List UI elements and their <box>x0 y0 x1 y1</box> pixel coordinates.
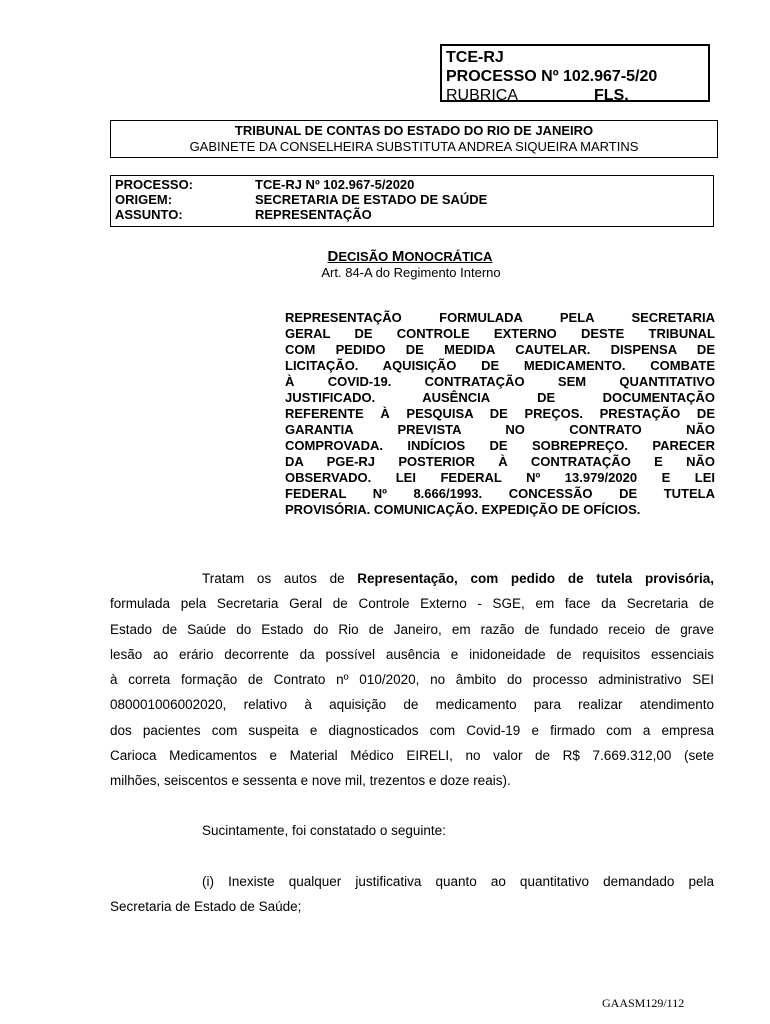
paragraph-1-line: 080001006002020, relativo à aquisição de medicamento para realizar atendimento <box>110 697 714 713</box>
decision-subtitle: Art. 84-A do Regimento Interno <box>321 265 501 280</box>
ementa-line: À COVID-19. CONTRATAÇÃO SEM QUANTITATIVO <box>285 374 715 389</box>
origin-label: ORIGEM: <box>115 192 173 207</box>
ementa-line: PROVISÓRIA. COMUNICAÇÃO. EXPEDIÇÃO DE OFÍCIOS. <box>285 502 641 517</box>
paragraph-1-line: milhões, seiscentos e sessenta e nove mil, trezentos e doze reais). <box>110 773 511 789</box>
stamp-rubrica: RUBRICA <box>446 87 519 104</box>
subject-row <box>115 207 713 222</box>
ementa-line: COMPROVADA. INDÍCIOS DE SOBREPREÇO. PARECER <box>285 438 715 453</box>
office-name: GABINETE DA CONSELHEIRA SUBSTITUTA ANDREA SIQUEIRA MARTINS <box>189 139 639 154</box>
ementa-line: DA PGE-RJ POSTERIOR À CONTRATAÇÃO E NÃO <box>285 454 715 469</box>
ementa-line: OBSERVADO. LEI FEDERAL Nº 13.979/2020 E LEI <box>285 470 715 485</box>
origin-row <box>115 192 713 207</box>
paragraph-1-bold: Representação, com pedido de tutela provisória, <box>357 571 714 586</box>
ementa-line: GARANTIA PREVISTA NO CONTRATO NÃO <box>285 422 715 437</box>
ementa-summary <box>285 310 715 518</box>
paragraph-3 <box>110 869 714 920</box>
paragraph-2 <box>110 818 714 843</box>
paragraph-1-lead: Tratam os autos de <box>202 571 358 586</box>
ementa-line: FEDERAL Nº 8.666/1993. CONCESSÃO DE TUTELA <box>285 486 715 501</box>
stamp-fls: FLS. <box>594 87 629 104</box>
stamp-rubrica-line <box>446 86 708 105</box>
paragraph-1 <box>110 566 714 794</box>
court-name: TRIBUNAL DE CONTAS DO ESTADO DO RIO DE JANEIRO <box>234 123 594 138</box>
decision-title <box>0 248 770 265</box>
stamp-process-number: PROCESSO Nº 102.967-5/20 <box>446 68 658 85</box>
paragraph-1-line: formulada pela Secretaria Geral de Controle Externo - SGE, em face da Secretaria de <box>110 596 714 612</box>
document-header <box>110 120 718 158</box>
paragraph-2-text: Sucintamente, foi constatado o seguinte: <box>202 823 446 838</box>
origin-value: SECRETARIA DE ESTADO DE SAÚDE <box>255 192 488 207</box>
ementa-line: JUSTIFICADO. AUSÊNCIA DE DOCUMENTAÇÃO <box>285 390 715 405</box>
paragraph-1-line: Carioca Medicamentos e Material Médico EIRELI, no valor de R$ 7.669.312,00 (sete <box>110 748 714 764</box>
title-cap-m: M <box>391 248 405 265</box>
process-row <box>115 177 713 192</box>
protocol-stamp <box>440 44 710 102</box>
paragraph-1-line: à correta formação de Contrato nº 010/2020, no âmbito do processo administrativo SEI <box>110 672 714 688</box>
title-rest-d: ECISÃO <box>338 249 392 264</box>
ementa-line: GERAL DE CONTROLE EXTERNO DESTE TRIBUNAL <box>285 326 715 341</box>
ementa-line: REPRESENTAÇÃO FORMULADA PELA SECRETARIA <box>285 310 715 325</box>
title-rest-m: ONOCRÁTICA <box>404 249 493 264</box>
process-label: PROCESSO: <box>115 177 194 192</box>
paragraph-3-line-1: (i) Inexiste qualquer justificativa quanto ao quantitativo demandado pela <box>202 874 714 889</box>
paragraph-1-line: lesão ao erário decorrente da possível ausência e inidoneidade de requisitos essenciais <box>110 646 714 662</box>
page-footer-code: GAASM129/112 <box>602 996 685 1010</box>
paragraph-1-line: dos pacientes com suspeita e diagnosticados com Covid-19 e firmado com a empresa <box>110 722 714 738</box>
subject-value: REPRESENTAÇÃO <box>255 207 372 222</box>
ementa-line: COM PEDIDO DE MEDIDA CAUTELAR. DISPENSA DE <box>285 342 715 357</box>
process-value: TCE-RJ Nº 102.967-5/2020 <box>255 177 415 192</box>
title-cap-d: D <box>327 248 339 265</box>
paragraph-1-line-1 <box>110 566 714 591</box>
process-info-box <box>110 175 714 227</box>
subject-label: ASSUNTO: <box>115 207 183 222</box>
paragraph-1-line: Estado de Saúde do Estado do Rio de Janeiro, em razão de fundado receio de grave <box>110 621 714 637</box>
ementa-line: REFERENTE À PESQUISA DE PREÇOS. PRESTAÇÃO DE <box>285 406 715 421</box>
ementa-line: LICITAÇÃO. AQUISIÇÃO DE MEDICAMENTO. COMBATE <box>285 358 715 373</box>
paragraph-3-line-2: Secretaria de Estado de Saúde; <box>110 899 302 915</box>
stamp-org: TCE-RJ <box>446 49 504 66</box>
